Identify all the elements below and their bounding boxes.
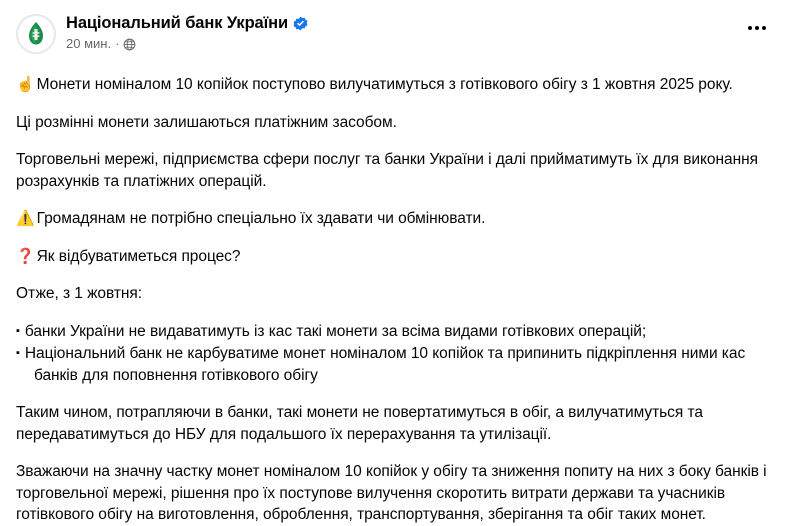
more-options-button[interactable] [742,18,772,38]
post-timestamp[interactable]: 20 мин. [66,36,112,51]
page-name[interactable]: Національний банк України [66,14,289,32]
post-paragraph-4 [16,208,772,230]
post-paragraph-5-text: Як відбуватиметься процес? [36,247,241,265]
list-item-text: Національний банк не карбуватиме монет номіналом 10 копійок та припинить підкріплення ними кас банків для поповнення готівкового обігу [24,345,746,384]
post-header [16,12,772,64]
bullet-marker-icon: ▪ [16,347,20,360]
list-item [16,321,772,343]
list-item-text: банки України не видаватимуть із кас такі монети за всіма видами готівкових операцій; [24,322,647,340]
post-paragraph-1 [16,74,772,96]
post-paragraph-1-text: Монети номіналом 10 копійок поступово вилучатимуться з готівкового обігу з 1 жовтня 2025 року. [36,76,733,93]
point-up-emoji: ☝️ [16,76,35,93]
post-header-text [66,12,308,52]
post-meta [66,36,308,52]
post-paragraph-7: Таким чином, потрапляючи в банки, такі монети не повертатимуться в обіг, а вилучатимуться та передаватимуться до НБУ для подальшого їх перерахування та утилізації. [16,404,703,443]
more-dot [755,26,759,30]
post-paragraph-4-text: Громадянам не потрібно спеціально їх здавати чи обмінювати. [36,210,486,227]
avatar[interactable] [16,14,56,54]
nbu-logo-icon [17,15,55,53]
post-paragraph-3: Торговельні мережі, підприємства сфери послуг та банки України і далі прийматимуть їх для виконання розрахунків та платіжних операцій. [16,151,758,190]
post-paragraph-6: Отже, з 1 жовтня: [16,285,143,302]
post-paragraph-5 [16,246,772,268]
post-content [16,74,772,526]
more-dot [748,26,752,30]
post-paragraph-2: Ці розмінні монети залишаються платіжним засобом. [16,113,397,131]
globe-icon[interactable] [123,38,136,51]
question-emoji: ❓ [16,247,35,265]
meta-separator: · [115,36,120,51]
bullet-marker-icon: ▪ [16,324,20,337]
verified-badge-icon [293,16,308,31]
post-bullet-list [16,321,772,387]
warning-emoji: ⚠️ [16,210,35,227]
list-item [16,343,772,386]
more-dot [762,26,766,30]
post-paragraph-8: Зважаючи на значну частку монет номіналом 10 копійок у обігу та зниження попиту на них з боку банків і торговельної мережі, рішення про їх поступове вилучення скоротить витрати держави та учасників готівкового обігу на виготовлення, оброблення, транспортування, зберігання та обіг таких монет. [16,463,767,524]
author-row [66,13,308,33]
